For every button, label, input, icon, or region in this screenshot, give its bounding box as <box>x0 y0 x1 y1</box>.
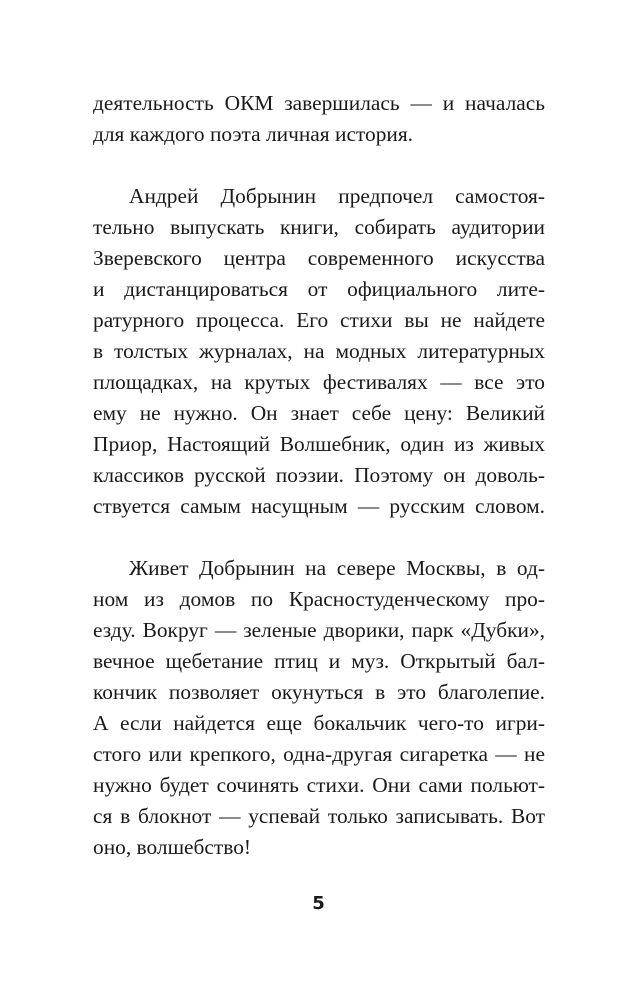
text-line: кончик позволяет окунуться в это благолепие. <box>93 680 545 704</box>
text-line: ствуется самым насущным — русским словом. <box>93 494 545 518</box>
text-line: ся в блокнот — успевай только записывать. Вот <box>93 804 545 828</box>
paragraph-3 <box>93 553 545 863</box>
text-line: ратурного процесса. Его стихи вы не найдете <box>93 308 545 332</box>
paragraph-1 <box>93 88 545 150</box>
body-text <box>93 88 545 863</box>
paragraph-2 <box>93 181 545 522</box>
text-line: нужно будет сочинять стихи. Они сами польют- <box>93 773 545 797</box>
text-line: для каждого поэта личная история. <box>93 122 414 146</box>
page-number: 5 <box>312 893 325 914</box>
text-line: в толстых журналах, на модных литературных <box>93 339 545 363</box>
text-line: ном из домов по Красностуденческому про- <box>93 587 545 611</box>
text-line: оно, волшебство! <box>93 835 252 859</box>
text-line: езду. Вокруг — зеленые дворики, парк «Дубки», <box>93 618 545 642</box>
text-line: А если найдется еще бокальчик чего-то игри- <box>93 711 545 735</box>
text-line: ему не нужно. Он знает себе цену: Великий <box>93 401 545 425</box>
text-line: вечное щебетание птиц и муз. Открытый бал- <box>93 649 545 673</box>
text-line: площадках, на крутых фестивалях — все это <box>93 370 545 394</box>
text-line: деятельность ОКМ завершилась — и началась <box>93 91 545 115</box>
text-line: и дистанцироваться от официального лите- <box>93 277 545 301</box>
text-line: тельно выпускать книги, собирать аудитории <box>93 215 545 239</box>
text-line: классиков русской поэзии. Поэтому он доволь- <box>93 463 545 487</box>
text-line: Андрей Добрынин предпочел самостоя- <box>129 184 545 208</box>
text-line: Живет Добрынин на севере Москвы, в од- <box>129 556 545 580</box>
text-line: Приор, Настоящий Волшебник, один из живых <box>93 432 545 456</box>
text-line: Зверевского центра современного искусства <box>93 246 545 270</box>
text-line: стого или крепкого, одна-другая сигаретка — не <box>93 742 545 766</box>
